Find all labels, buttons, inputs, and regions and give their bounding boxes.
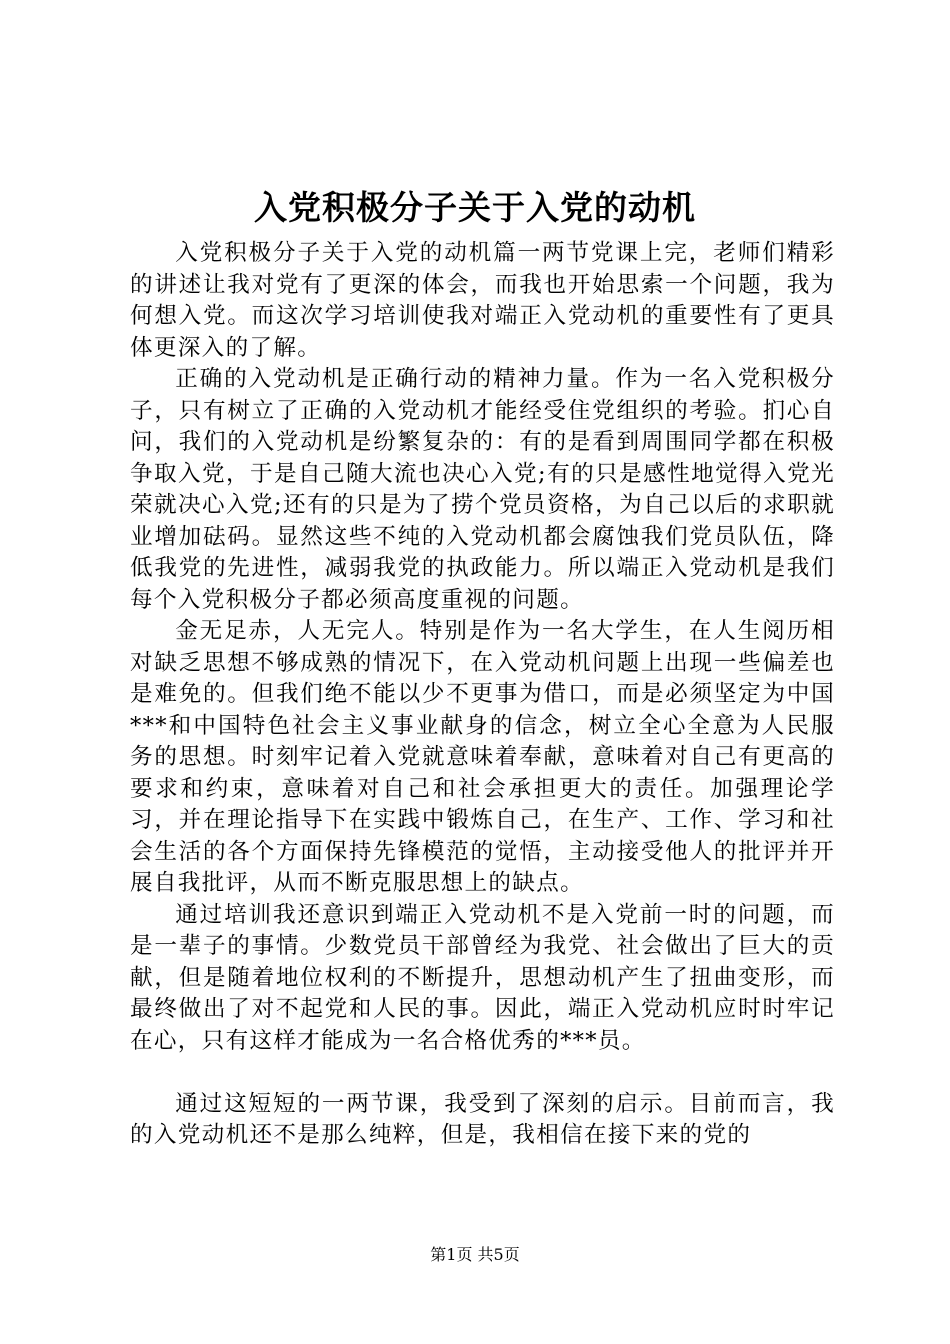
paragraph: 入党积极分子关于入党的动机篇一两节党课上完，老师们精彩的讲述让我对党有了更深的体会，而我也开始思索一个问题，我为何想入党。而这次学习培训使我对端正入党动机的重要性有了更具体更深入的了解。 [130, 240, 835, 361]
paragraph: 通过这短短的一两节课，我受到了深刻的启示。目前而言，我的入党动机还不是那么纯粹，但是，我相信在接下来的党的 [130, 1090, 835, 1148]
paragraph: 金无足赤，人无完人。特别是作为一名大学生，在人生阅历相对缺乏思想不够成熟的情况下，在入党动机问题上出现一些偏差也是难免的。但我们绝不能以少不更事为借口，而是必须坚定为中国***和中国特色社会主义事业献身的信念，树立全心全意为人民服务的思想。时刻牢记着入党就意味着奉献，意味着对自己有更高的要求和约束，意味着对自己和社会承担更大的责任。加强理论学习，并在理论指导下在实践中锻炼自己，在生产、工作、学习和社会生活的各个方面保持先锋模范的觉悟，主动接受他人的批评并开展自我批评，从而不断克服思想上的缺点。 [130, 618, 835, 896]
document-body [130, 238, 835, 1152]
paragraph: 通过培训我还意识到端正入党动机不是入党前一时的问题，而是一辈子的事情。少数党员干部曾经为我党、社会做出了巨大的贡献，但是随着地位权利的不断提升，思想动机产生了扭曲变形，而最终做出了对不起党和人民的事。因此，端正入党动机应时时牢记在心，只有这样才能成为一名合格优秀的***员。 [130, 901, 835, 1054]
paragraph: 正确的入党动机是正确行动的精神力量。作为一名入党积极分子，只有树立了正确的入党动机才能经受住党组织的考验。扪心自问，我们的入党动机是纷繁复杂的：有的是看到周围同学都在积极争取入党，于是自己随大流也决心入党;有的只是感性地觉得入党光荣就决心入党;还有的只是为了捞个党员资格，为自己以后的求职就业增加砝码。显然这些不纯的入党动机都会腐蚀我们党员队伍，降低我党的先进性，减弱我党的执政能力。所以端正入党动机是我们每个入党积极分子都必须高度重视的问题。 [130, 366, 835, 613]
document-title: 入党积极分子关于入党的动机 [254, 188, 696, 227]
page-number-footer: 第1页 共5页 [430, 1245, 520, 1264]
